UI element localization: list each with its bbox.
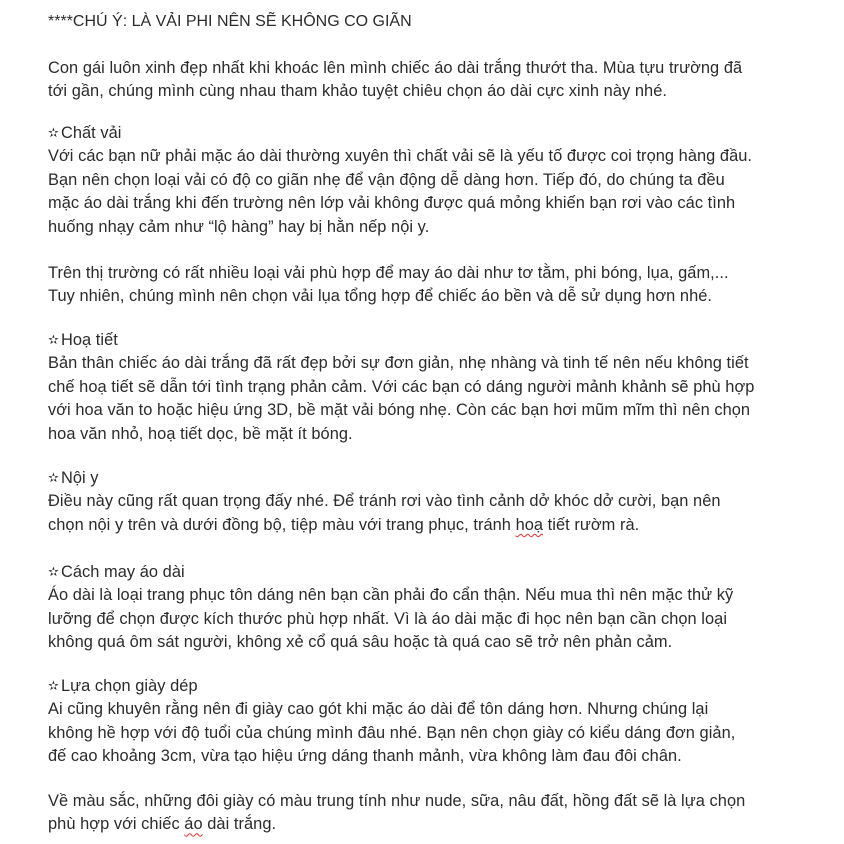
- text-fragment: dài trắng.: [202, 815, 277, 834]
- text-line: hoa văn nhỏ, hoạ tiết dọc, bề mặt ít bóng.: [48, 424, 353, 443]
- section-heading: [48, 561, 808, 584]
- text-line: Bạn nên chọn loại vải có độ co giãn nhẹ để vận động dễ dàng hơn. Tiếp đó, do chúng ta đều: [48, 170, 725, 189]
- section-tailoring: [48, 561, 808, 655]
- star-icon: ✫: [48, 470, 59, 485]
- spellcheck-marked-word: hoạ: [515, 515, 544, 534]
- section-shoes: [48, 675, 808, 769]
- text-line: Trên thị trường có rất nhiều loại vải phù hợp để may áo dài như tơ tằm, phi bóng, lụa, gấm,...: [48, 264, 729, 282]
- section-heading: [48, 675, 808, 698]
- text-fragment: phù hợp với chiếc: [48, 815, 185, 834]
- star-icon: ✫: [48, 564, 59, 579]
- text-line: Bản thân chiếc áo dài trắng đã rất đẹp bởi sự đơn giản, nhẹ nhàng và tinh tế nên nếu không tiết: [48, 354, 749, 373]
- text-fragment: tiết rườm rà.: [543, 515, 640, 534]
- fabric-extra-paragraph: [48, 262, 808, 309]
- text-line: Tuy nhiên, chúng mình nên chọn vải lụa tổng hợp để chiếc áo bền và dễ sử dụng hơn nhé.: [48, 287, 713, 306]
- notice-heading: ****CHÚ Ý: LÀ VẢI PHI NÊN SẼ KHÔNG CO GIÃN: [48, 13, 412, 30]
- text-line: mặc áo dài trắng khi đến trường nên lớp vải không được quá mỏng khiến bạn rơi vào các tình: [48, 194, 736, 213]
- text-line: Áo dài là loại trang phục tôn dáng nên bạn cần phải đo cẩn thận. Nếu mua thì nên mặc thử kỹ: [48, 586, 734, 605]
- star-icon: ✫: [48, 125, 59, 140]
- section-heading: [48, 467, 808, 490]
- text-line: [48, 813, 808, 836]
- text-line: chế hoạ tiết sẽ dẫn tới tình trạng phản cảm. Với các bạn có dáng người mảnh khảnh sẽ phù hợp: [48, 377, 755, 396]
- section-title: Hoạ tiết: [60, 331, 118, 349]
- spellcheck-marked-word: áo: [184, 815, 203, 834]
- section-title: Lựa chọn giày dép: [60, 677, 198, 695]
- closing-paragraph: [48, 790, 808, 837]
- text-line: không quá ôm sát người, không xẻ cổ quá sâu hoặc tà quá cao sẽ trở nên phản cảm.: [48, 633, 673, 652]
- section-title: Cách may áo dài: [60, 563, 185, 581]
- section-heading: [48, 122, 808, 145]
- section-fabric: [48, 122, 808, 239]
- intro-paragraph: [48, 57, 808, 104]
- text-line: [48, 514, 808, 537]
- section-pattern: [48, 329, 808, 446]
- text-line: Con gái luôn xinh đẹp nhất khi khoác lên mình chiếc áo dài trắng thướt tha. Mùa tựu trường đã: [48, 59, 743, 77]
- section-heading: [48, 329, 808, 352]
- section-title: Nội y: [60, 469, 99, 487]
- section-title: Chất vải: [60, 124, 122, 142]
- text-line: Điều này cũng rất quan trọng đấy nhé. Để tránh rơi vào tình cảnh dở khóc dở cười, bạn nên: [48, 492, 721, 511]
- text-line: tới gần, chúng mình cùng nhau tham khảo tuyệt chiêu chọn áo dài cực xinh này nhé.: [48, 82, 667, 101]
- text-line: Về màu sắc, những đôi giày có màu trung tính như nude, sữa, nâu đất, hồng đất sẽ là lựa chọn: [48, 792, 746, 810]
- text-line: với hoa văn to hoặc hiệu ứng 3D, bề mặt vải bóng nhẹ. Còn các bạn hơi mũm mĩm thì nên chọn: [48, 401, 751, 420]
- text-line: huống nhạy cảm như “lộ hàng” hay bị hằn nếp nội y.: [48, 217, 430, 236]
- star-icon: ✫: [48, 332, 59, 347]
- star-icon: ✫: [48, 678, 59, 693]
- text-line: lưỡng để chọn được kích thước phù hợp nhất. Vì là áo dài mặc đi học nên bạn cần chọn loại: [48, 609, 728, 628]
- text-line: Với các bạn nữ phải mặc áo dài thường xuyên thì chất vải sẽ là yếu tố được coi trọng hàng đầu.: [48, 147, 753, 166]
- text-fragment: chọn nội y trên và dưới đồng bộ, tiệp màu với trang phục, tránh: [48, 515, 516, 534]
- text-line: không hề hợp với độ tuổi của chúng mình đâu nhé. Bạn nên chọn giày có kiểu dáng đơn giản,: [48, 723, 736, 742]
- text-line: Ai cũng khuyên rằng nên đi giày cao gót khi mặc áo dài để tôn dáng hơn. Nhưng chúng lại: [48, 700, 709, 719]
- section-underwear: [48, 467, 808, 537]
- text-line: đế cao khoảng 3cm, vừa tạo hiệu ứng dáng thanh mảnh, vừa không làm đau đôi chân.: [48, 747, 682, 766]
